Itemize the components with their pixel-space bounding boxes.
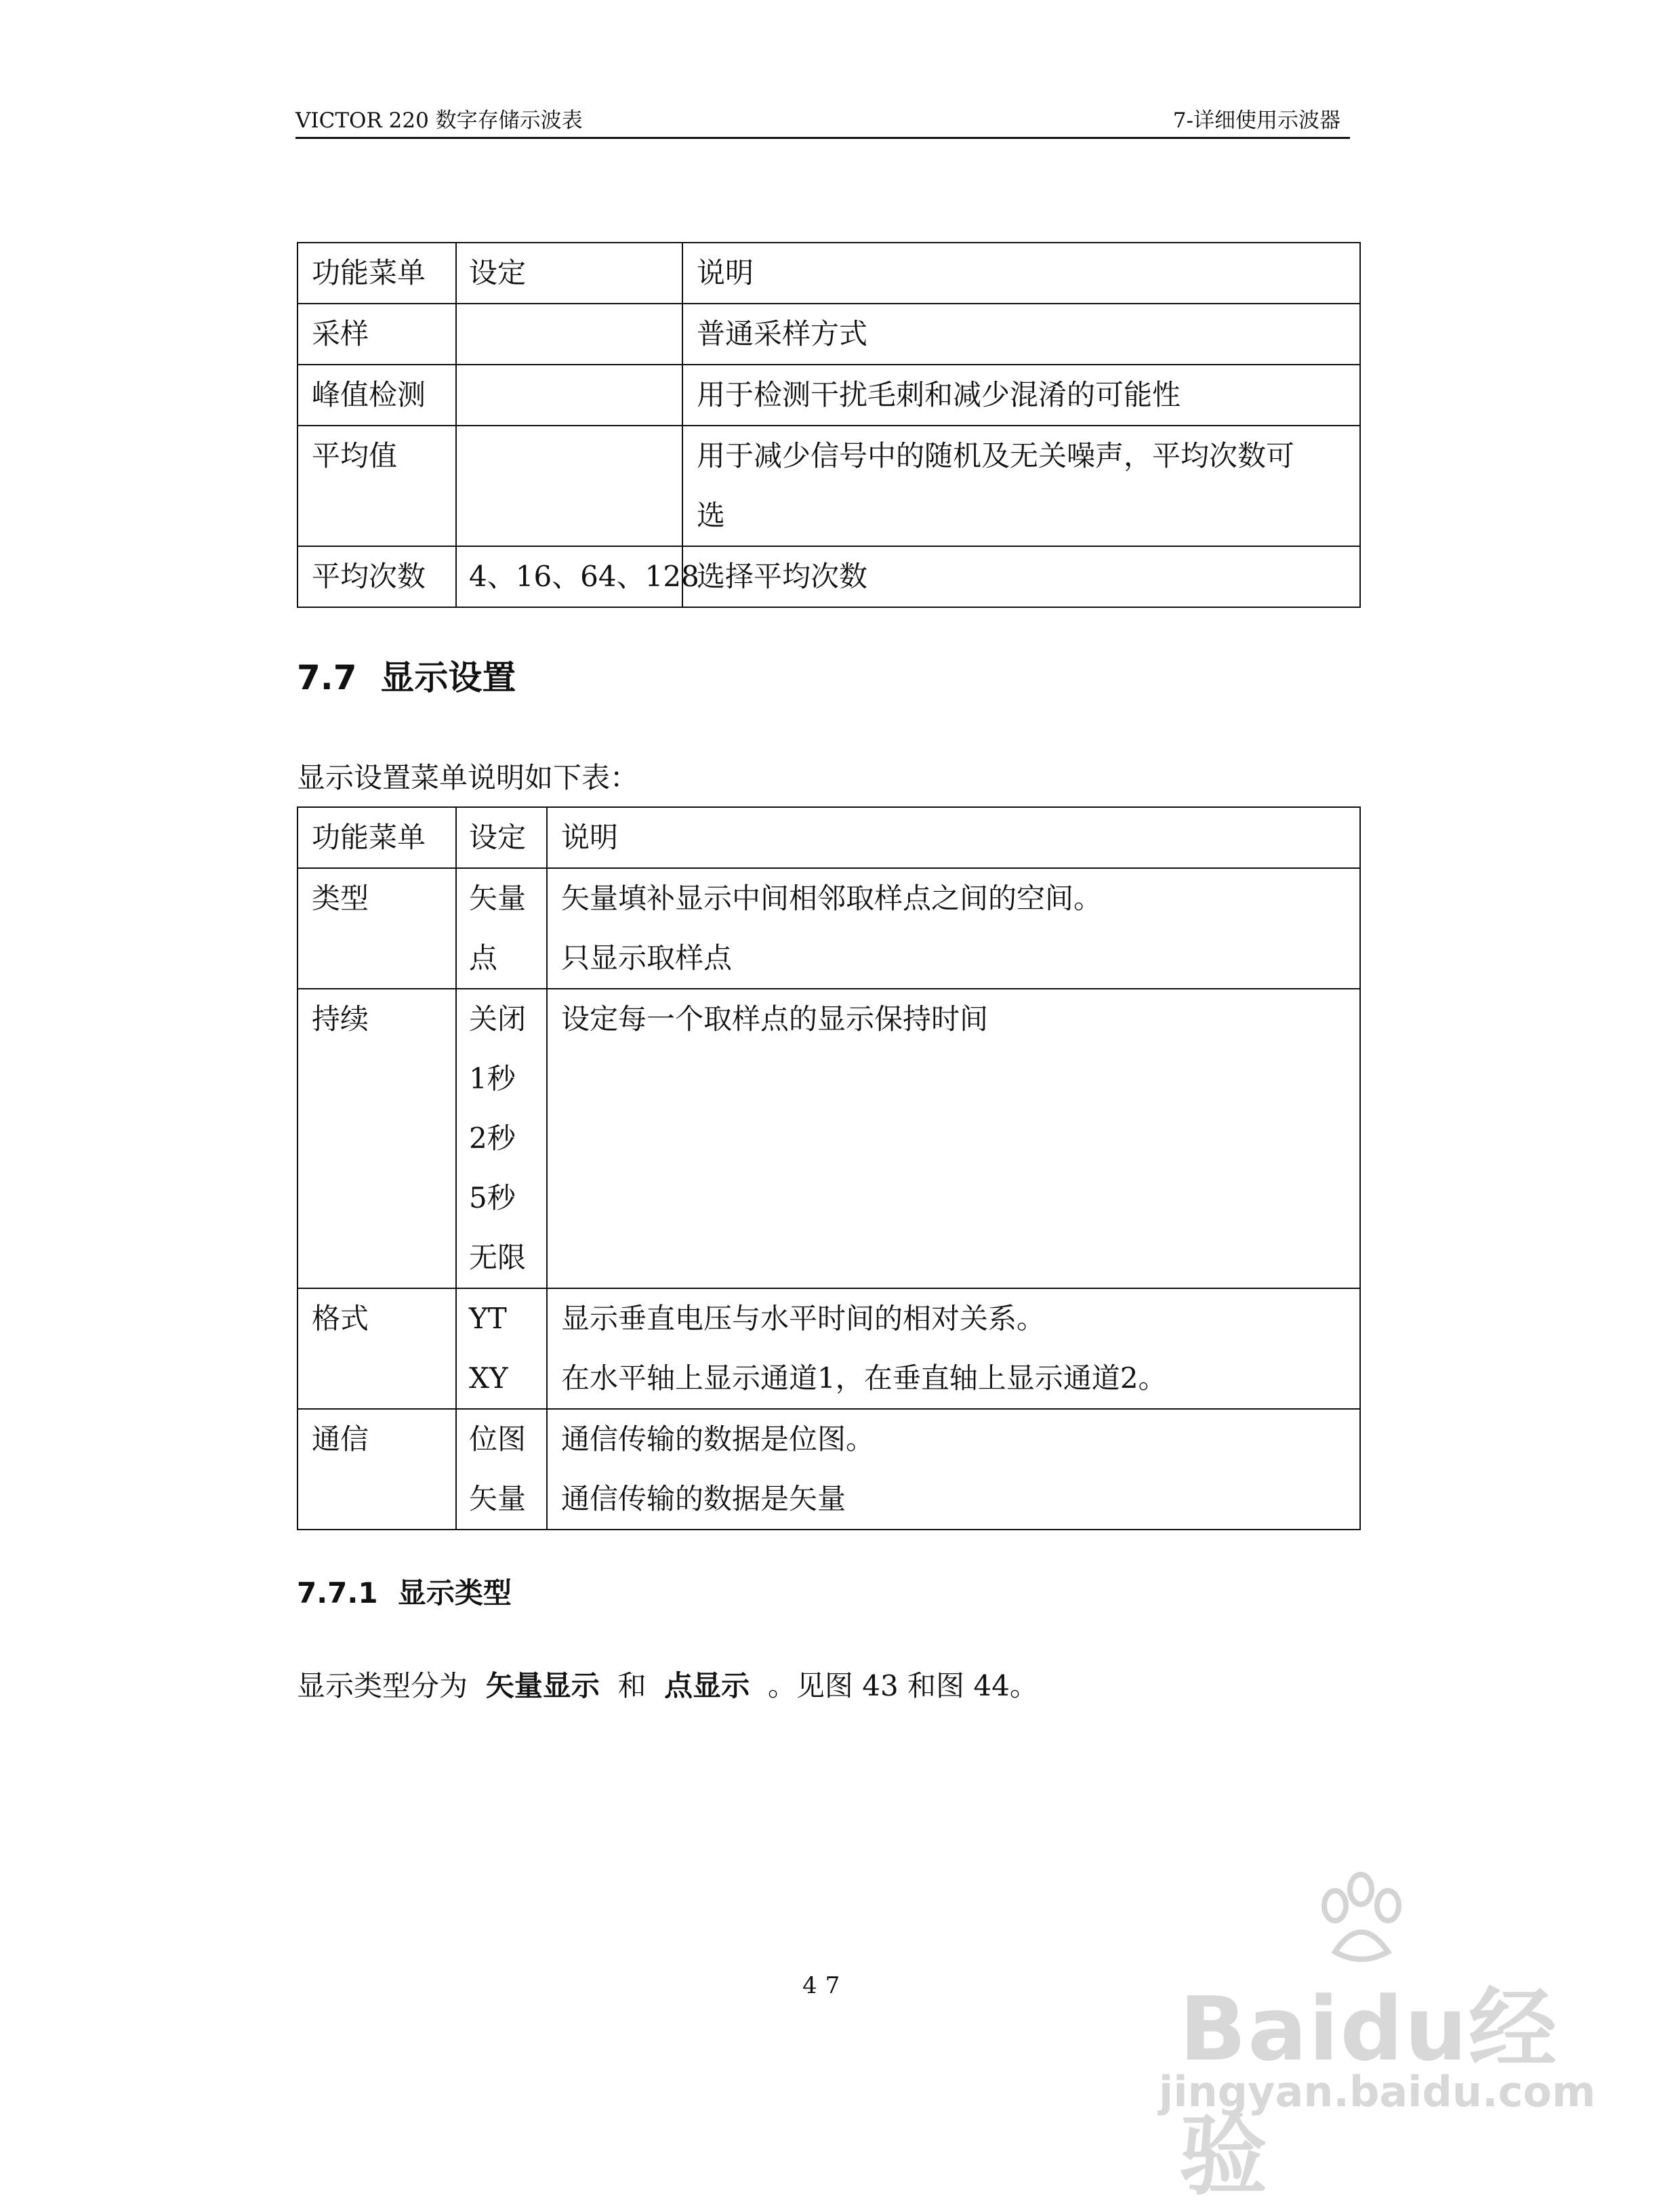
menu-cell: 平均次数 — [298, 546, 456, 607]
menu-cell: 采样 — [298, 304, 456, 365]
table-header-cell: 设定 — [456, 243, 682, 304]
desc-line: 在水平轴上显示通道1，在垂直轴上显示通道2。 — [561, 1361, 1167, 1395]
watermark-url: jingyan.baidu.com — [1159, 2067, 1596, 2116]
setting-line: 无限 — [469, 1241, 527, 1274]
table-header-row — [298, 807, 1360, 868]
desc-cell — [682, 426, 1360, 546]
table-row — [298, 868, 1360, 989]
setting-cell — [456, 426, 682, 546]
table-header-row — [298, 243, 1360, 304]
baidu-watermark — [1152, 1870, 1596, 2207]
subsection-title: 显示类型 — [397, 1576, 512, 1610]
menu-cell: 平均值 — [298, 426, 456, 546]
menu-cell: 格式 — [298, 1288, 456, 1409]
desc-cell — [547, 989, 1360, 1288]
setting-line: YT — [469, 1302, 507, 1335]
desc-cell — [547, 1288, 1360, 1409]
setting-line: 关闭 — [469, 1002, 527, 1036]
table-row — [298, 426, 1360, 546]
table-row — [298, 546, 1360, 607]
setting-cell — [456, 365, 682, 426]
menu-cell: 持续 — [298, 989, 456, 1288]
desc-line: 用于减少信号中的随机及无关噪声，平均次数可 — [697, 439, 1295, 472]
table-header-cell: 设定 — [456, 807, 547, 868]
setting-cell — [456, 1409, 547, 1530]
desc-cell: 普通采样方式 — [682, 304, 1360, 365]
setting-line: 矢量 — [469, 882, 527, 915]
setting-line: 点 — [469, 941, 498, 975]
setting-line: 矢量 — [469, 1482, 527, 1515]
section-title: 显示设置 — [380, 658, 516, 697]
desc-line: 通信传输的数据是矢量 — [561, 1482, 846, 1515]
setting-line: 1秒 — [469, 1062, 516, 1095]
table-row — [298, 365, 1360, 426]
setting-cell — [456, 989, 547, 1288]
menu-cell: 通信 — [298, 1409, 456, 1530]
menu-cell: 峰值检测 — [298, 365, 456, 426]
body-bold-term: 点显示 — [664, 1669, 750, 1702]
table-header-cell: 功能菜单 — [298, 243, 456, 304]
page-number: 47 — [802, 1972, 848, 1999]
display-settings-table — [297, 806, 1361, 1530]
body-paragraph — [297, 1666, 1038, 1706]
setting-line: 5秒 — [469, 1181, 516, 1214]
desc-cell: 选择平均次数 — [682, 546, 1360, 607]
subsection-number: 7.7.1 — [297, 1576, 378, 1610]
body-text: 显示类型分为 — [297, 1669, 468, 1702]
menu-cell: 类型 — [298, 868, 456, 989]
header-title: VICTOR 220 数字存储示波表 — [295, 108, 583, 133]
section-intro: 显示设置菜单说明如下表： — [297, 761, 639, 794]
table-row — [298, 989, 1360, 1288]
desc-line: 只显示取样点 — [561, 941, 733, 975]
subsection-heading — [297, 1571, 512, 1612]
table-row — [298, 1409, 1360, 1530]
setting-cell — [456, 1288, 547, 1409]
setting-cell — [456, 868, 547, 989]
body-bold-term: 矢量显示 — [485, 1669, 600, 1702]
paw-icon — [1308, 1870, 1416, 1972]
table-header-cell: 说明 — [682, 243, 1360, 304]
header-chapter: 7-详细使用示波器 — [1172, 108, 1340, 133]
table-header-cell: 功能菜单 — [298, 807, 456, 868]
desc-line: 选 — [697, 499, 726, 532]
section-number: 7.7 — [297, 658, 357, 697]
setting-cell — [456, 304, 682, 365]
desc-cell — [547, 1409, 1360, 1530]
desc-line: 矢量填补显示中间相邻取样点之间的空间。 — [561, 882, 1103, 915]
setting-cell: 4、16、64、128 — [456, 546, 682, 607]
acquisition-table — [297, 242, 1361, 608]
watermark-logo: Baidu经验 — [1179, 1978, 1558, 2207]
table-header-cell: 说明 — [547, 807, 1360, 868]
body-text: 和 — [617, 1669, 647, 1702]
table-row — [298, 1288, 1360, 1409]
desc-line: 设定每一个取样点的显示保持时间 — [561, 1002, 989, 1036]
page-header — [295, 103, 1350, 139]
desc-line: 通信传输的数据是位图。 — [561, 1422, 875, 1456]
table-row — [298, 304, 1360, 365]
setting-line: XY — [469, 1361, 508, 1395]
setting-line: 2秒 — [469, 1122, 516, 1155]
body-text: 。见图 43 和图 44。 — [767, 1669, 1038, 1702]
desc-cell: 用于检测干扰毛刺和减少混淆的可能性 — [682, 365, 1360, 426]
setting-line: 位图 — [469, 1422, 527, 1456]
desc-line: 显示垂直电压与水平时间的相对关系。 — [561, 1302, 1046, 1335]
section-heading — [297, 651, 516, 699]
desc-cell — [547, 868, 1360, 989]
